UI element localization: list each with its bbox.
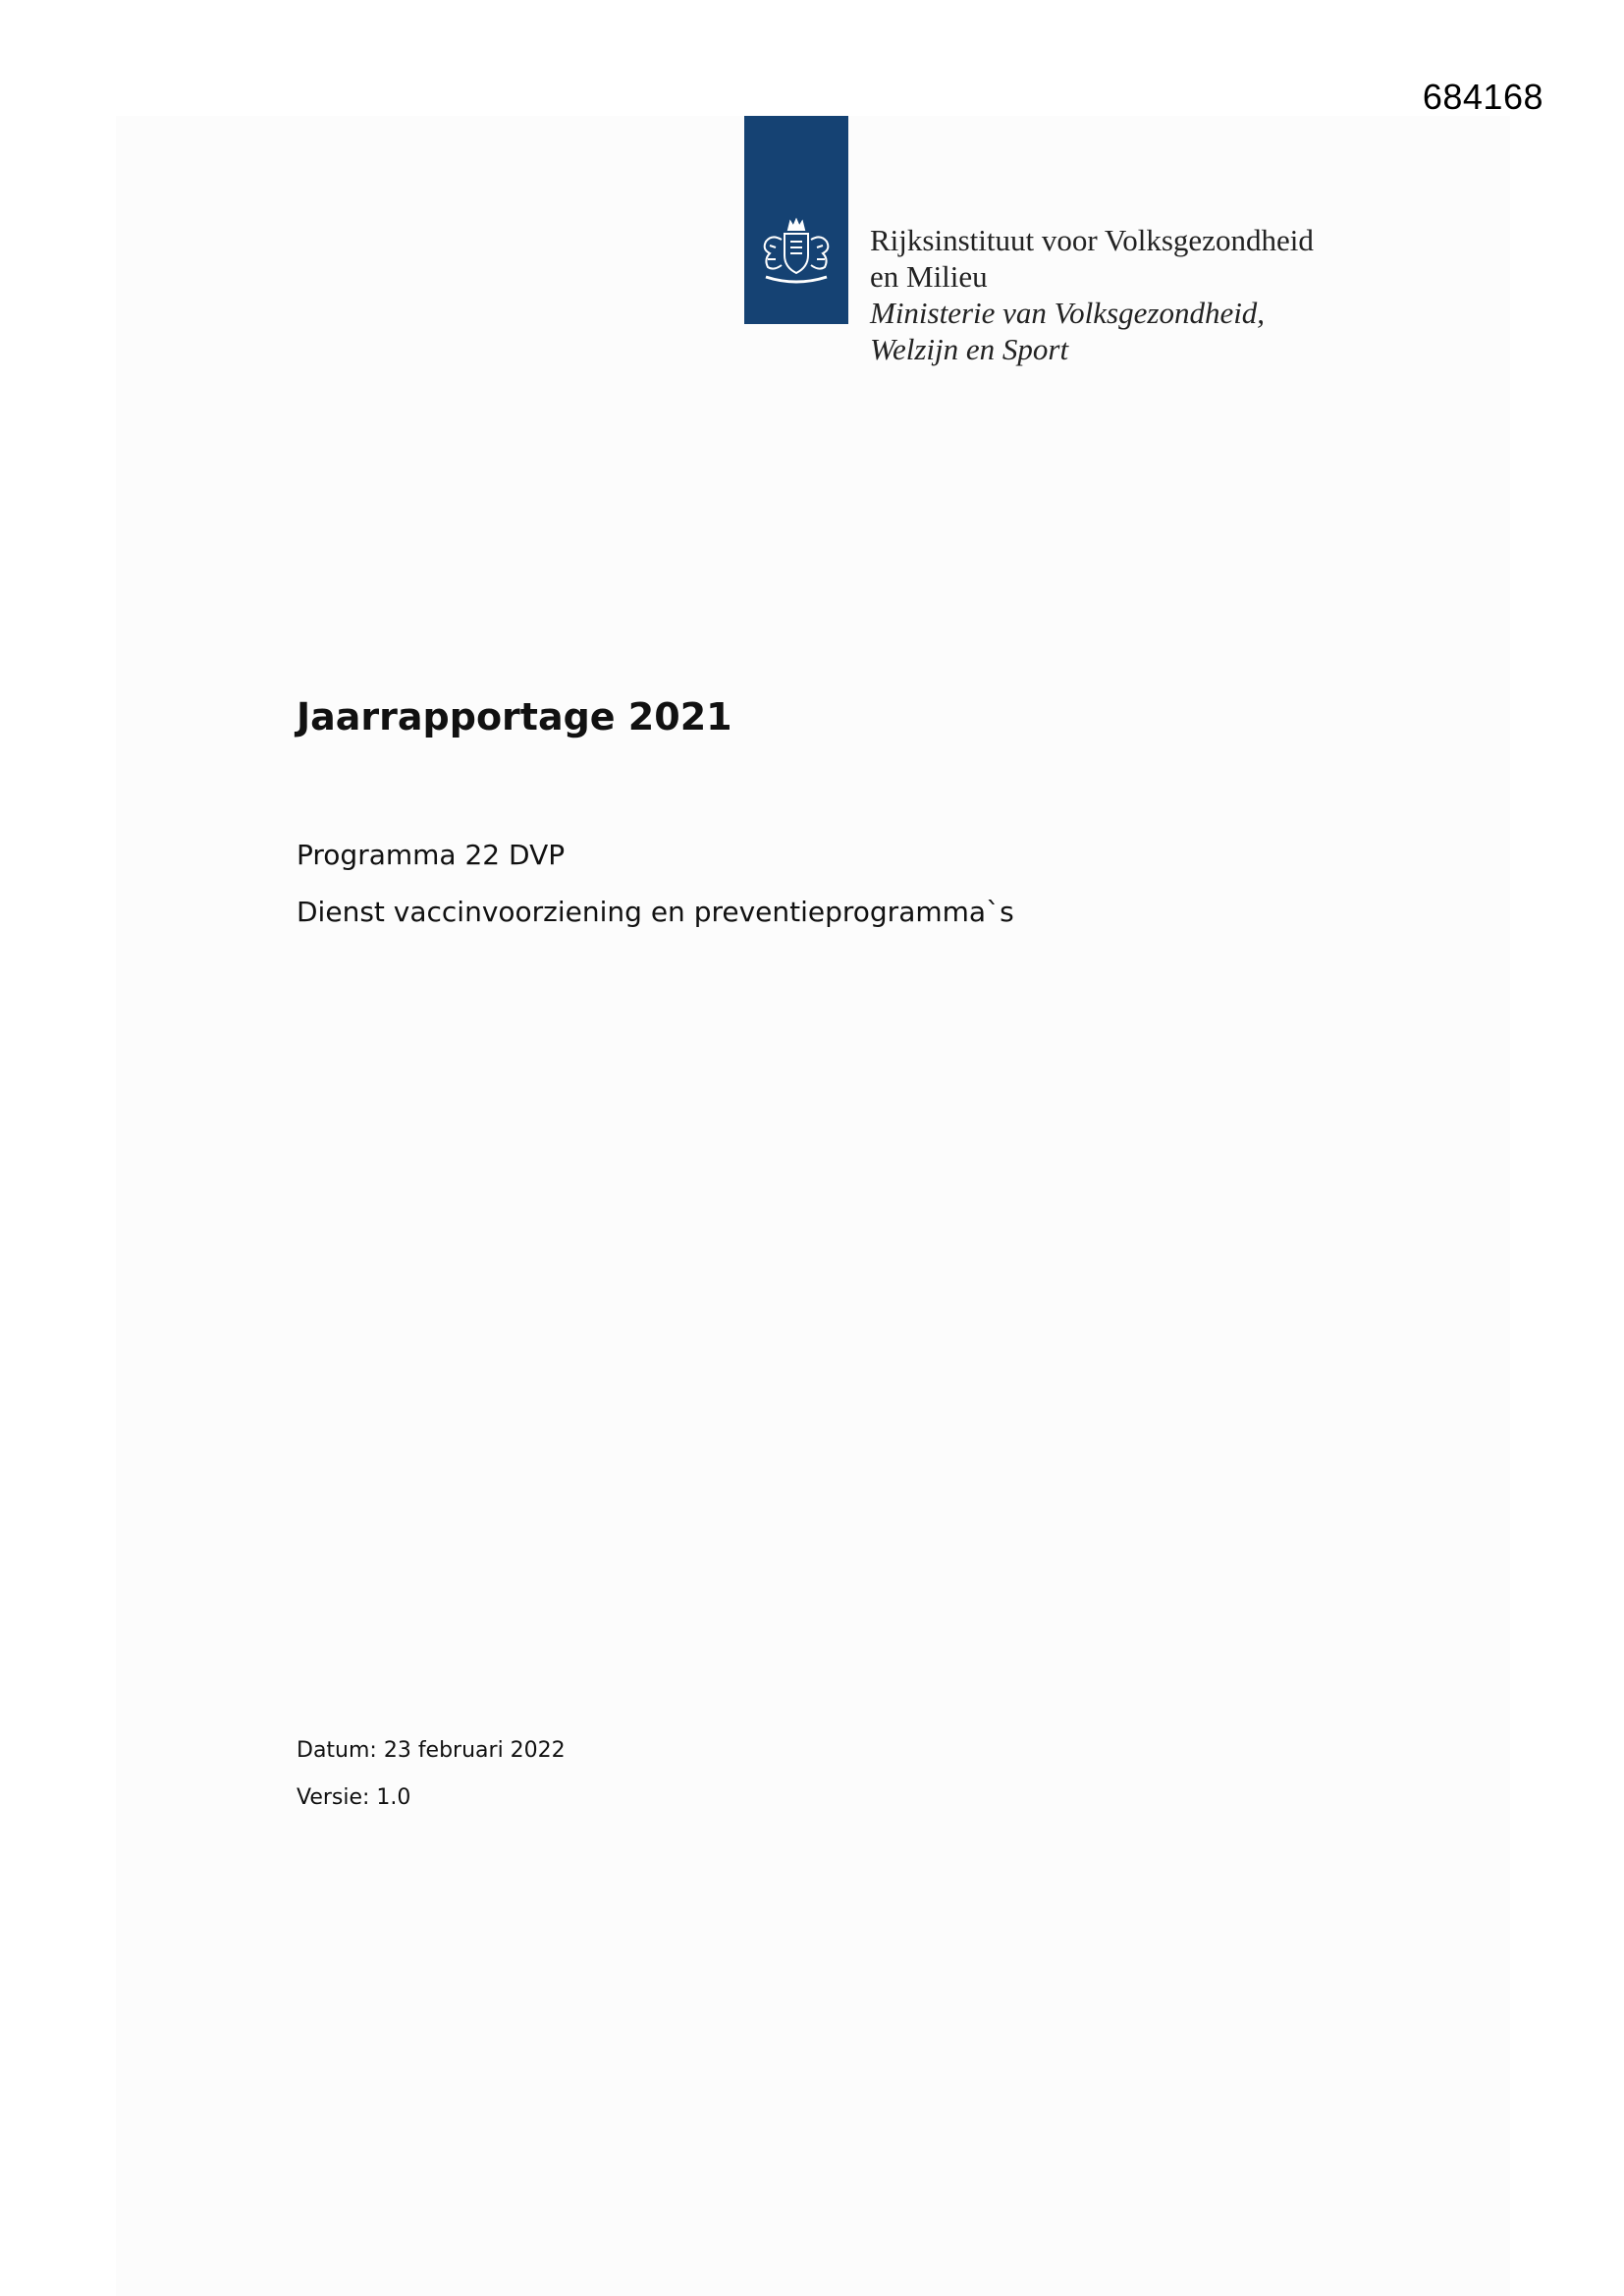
program-name: Programma 22 DVP [297, 839, 566, 871]
org-line: Rijksinstituut voor Volksgezondheid [870, 223, 1314, 257]
org-line: en Milieu [870, 259, 988, 294]
document-title: Jaarrapportage 2021 [297, 695, 732, 738]
department-name: Dienst vaccinvoorziening en preventieprogramma`s [297, 896, 1014, 928]
ministry-line: Ministerie van Volksgezondheid, [870, 296, 1266, 330]
document-version: Versie: 1.0 [297, 1785, 411, 1810]
page-background [116, 116, 1510, 2296]
logo-bar [744, 116, 848, 324]
coat-of-arms-icon [752, 216, 840, 295]
document-number: 684168 [1422, 77, 1543, 117]
organisation-name [870, 222, 1314, 367]
document-date: Datum: 23 februari 2022 [297, 1738, 566, 1763]
ministry-line: Welzijn en Sport [870, 332, 1069, 366]
